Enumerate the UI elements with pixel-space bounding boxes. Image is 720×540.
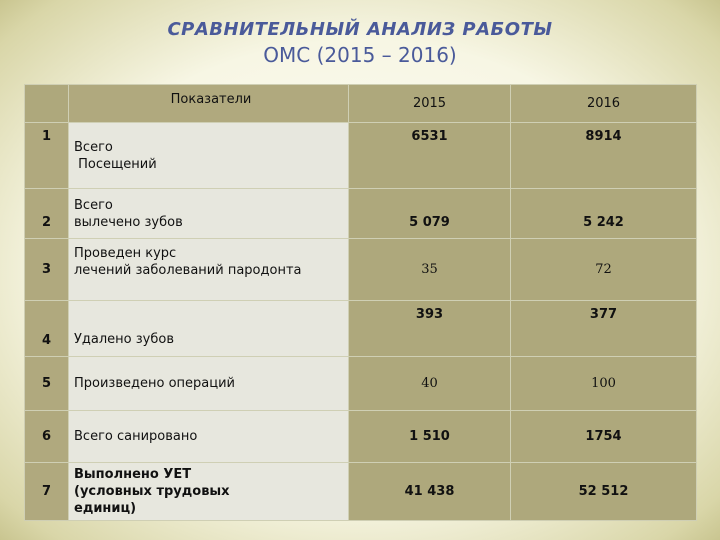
- table-row: [25, 189, 697, 239]
- title-line-2: ОМС (2015 – 2016): [263, 43, 457, 67]
- row-name-line: Посещений: [74, 156, 157, 172]
- row-name-line: Удалено зубов: [74, 332, 175, 347]
- row-name: [69, 411, 349, 463]
- row-name: [69, 189, 349, 239]
- title-line-1: СРАВНИТЕЛЬНЫЙ АНАЛИЗ РАБОТЫ: [167, 19, 553, 40]
- row-name-line: Всего санировано: [74, 429, 198, 444]
- value-2015: 35: [349, 239, 511, 301]
- row-name-line: лечений заболеваний пародонта: [74, 263, 302, 278]
- row-name: [69, 357, 349, 411]
- table-row: [25, 301, 697, 357]
- row-number: 1: [25, 123, 69, 189]
- row-name: [69, 463, 349, 521]
- header-2016: 2016: [511, 85, 697, 123]
- row-name-line: Всего: [74, 197, 113, 213]
- value-2016: 100: [511, 357, 697, 411]
- table-header-row: [25, 85, 697, 123]
- header-num: [25, 85, 69, 123]
- row-number: 6: [25, 411, 69, 463]
- header-2015: 2015: [349, 85, 511, 123]
- row-name: [69, 239, 349, 301]
- table-row: [25, 357, 697, 411]
- value-2015: 1 510: [349, 411, 511, 463]
- value-2016: 8914: [511, 123, 697, 189]
- value-2015: 5 079: [349, 189, 511, 239]
- value-2016: 377: [511, 301, 697, 357]
- row-name-line: Проведен курс: [74, 246, 177, 261]
- table-row: [25, 123, 697, 189]
- header-indicators: Показатели: [69, 85, 349, 123]
- comparison-table: [24, 84, 697, 521]
- value-2016: 52 512: [511, 463, 697, 521]
- row-name-line: Выполнено УЕТ: [74, 467, 192, 482]
- value-2015: 40: [349, 357, 511, 411]
- row-number: 5: [25, 357, 69, 411]
- row-name: [69, 123, 349, 189]
- row-number: 7: [25, 463, 69, 521]
- table-row: [25, 239, 697, 301]
- value-2015: 393: [349, 301, 511, 357]
- row-name-line: Произведено операций: [74, 376, 235, 391]
- row-name: [69, 301, 349, 357]
- slide-title: [0, 18, 720, 68]
- row-number: 2: [25, 189, 69, 239]
- row-name-line: вылечено зубов: [74, 214, 183, 230]
- row-number: 4: [25, 301, 69, 357]
- value-2015: 6531: [349, 123, 511, 189]
- row-number: 3: [25, 239, 69, 301]
- value-2016: 72: [511, 239, 697, 301]
- table-row: [25, 463, 697, 521]
- row-name-line: единиц): [74, 501, 137, 516]
- value-2015: 41 438: [349, 463, 511, 521]
- row-name-line: (условных трудовых: [74, 484, 230, 499]
- row-name-line: Всего: [74, 139, 113, 155]
- table-row: [25, 411, 697, 463]
- value-2016: 1754: [511, 411, 697, 463]
- value-2016: 5 242: [511, 189, 697, 239]
